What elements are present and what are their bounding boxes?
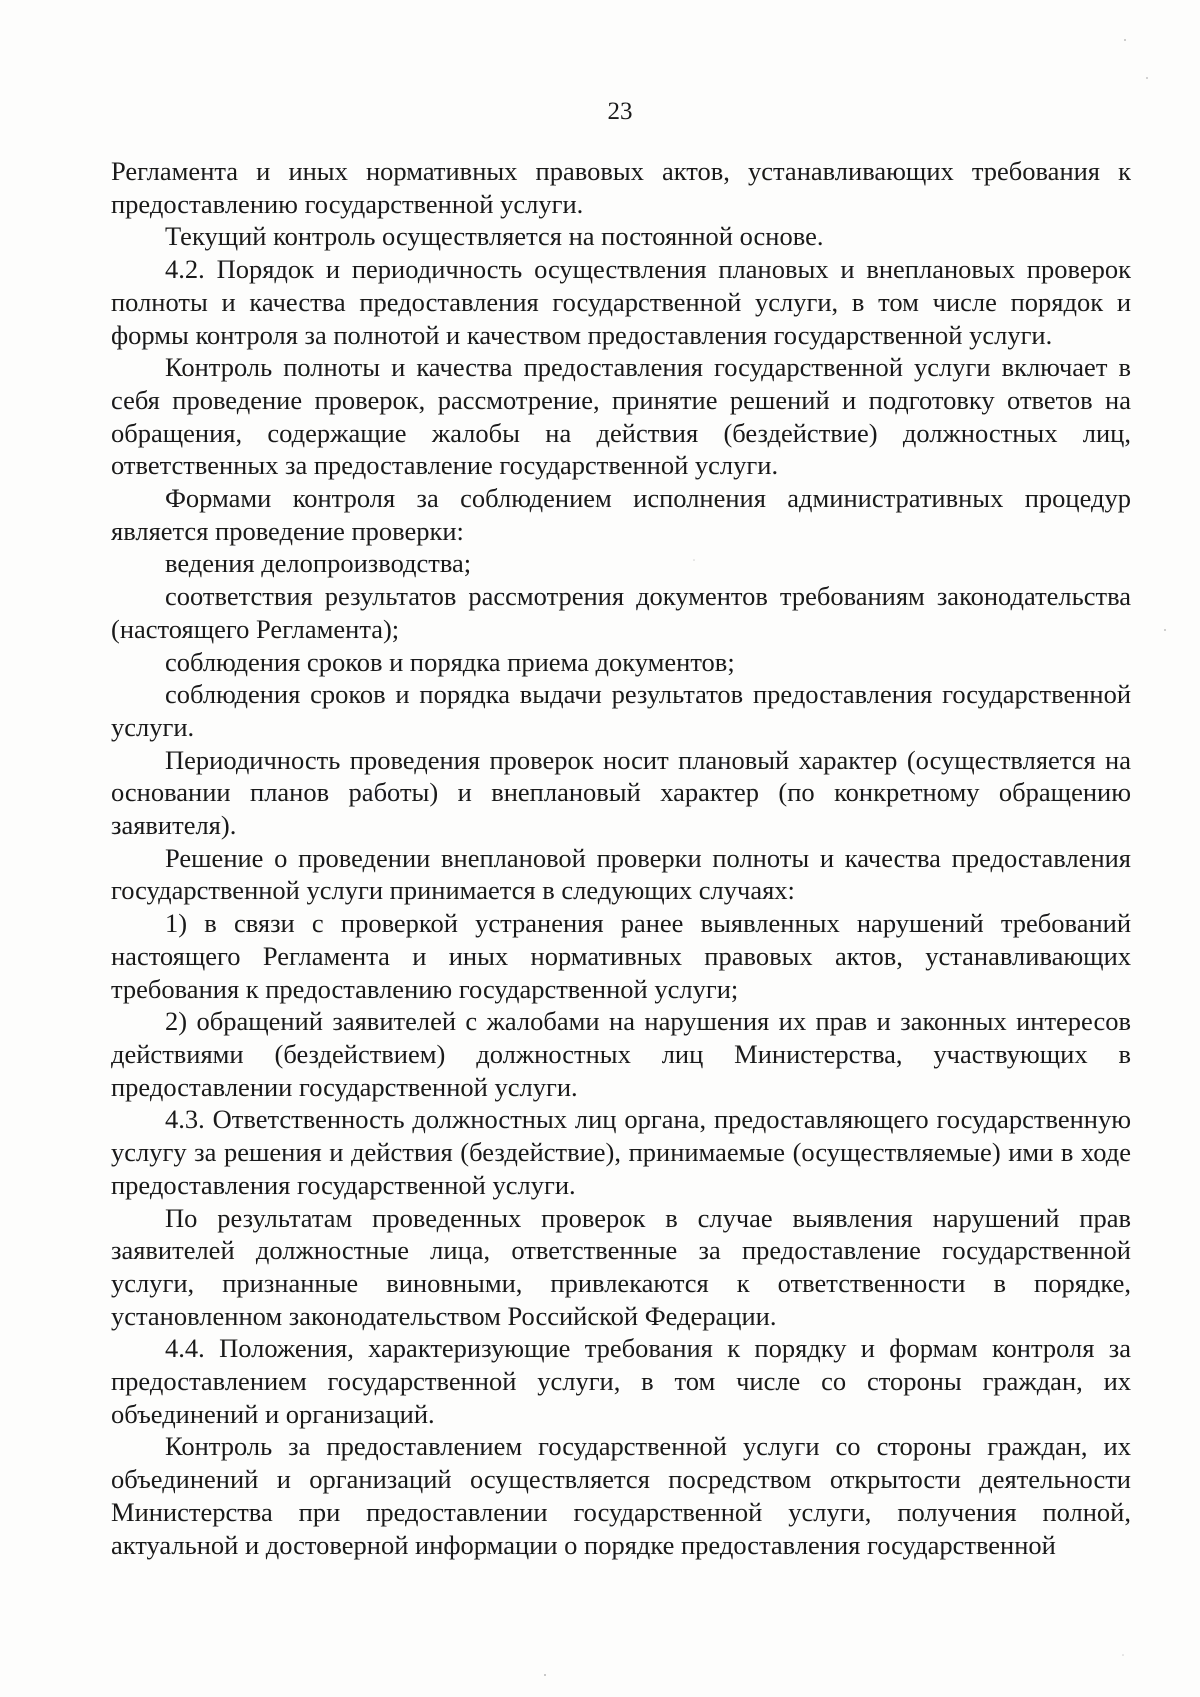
paragraph-7: соответствия результатов рассмотрения документов требованиям законодательства (настоящего Регламента); [111,581,1131,644]
paragraph-9: соблюдения сроков и порядка выдачи результатов предоставления государственной услуги. [111,679,1131,742]
paragraph-17: Контроль за предоставлением государственной услуги со стороны граждан, их объединений и организаций осуществляется посредством открытости деятельности Министерства при предоставлении государственной услуги, получения полной, актуальной и достоверной информации о порядке предоставления государственной [111,1431,1131,1560]
paragraph-11: Решение о проведении внеплановой проверки полноты и качества предоставления государственной услуги принимается в следующих случаях: [111,842,1131,906]
paragraph-16: 4.4. Положения, характеризующие требования к порядку и формам контроля за предоставлением государственной услуги, в том числе со стороны граждан, их объединений и организаций. [111,1333,1131,1429]
paragraph-2: Текущий контроль осуществляется на постоянной основе. [165,221,824,252]
paragraph-3: 4.2. Порядок и периодичность осуществления плановых и внеплановых проверок полноты и качества предоставления государственной услуги, в том числе порядок и формы контроля за полнотой и качеством предоставления государственной услуги. [111,254,1131,350]
paragraph-6: ведения делопроизводства; [165,548,472,579]
paragraph-4: Контроль полноты и качества предоставления государственной услуги включает в себя проведение проверок, рассмотрение, принятие решений и подготовку ответов на обращения, содержащие жалобы на действия (бездействие) должностных лиц, ответственных за предоставление государственной услуги. [111,352,1131,481]
scan-speck [1122,1654,1124,1656]
scan-speck [1164,629,1166,631]
scan-speck [1124,39,1126,41]
paragraph-15: По результатам проведенных проверок в случае выявления нарушений прав заявителей должностные лица, ответственные за предоставление государственной услуги, признанные виновными, привлекаются к ответственности в порядке, установленном законодательством Российской Федерации. [111,1202,1131,1331]
paragraph-5: Формами контроля за соблюдением исполнения административных процедур является проведение проверки: [111,483,1131,546]
scan-speck [1146,77,1148,79]
scan-speck [544,1674,546,1676]
paragraph-14: 4.3. Ответственность должностных лиц органа, предоставляющего государственную услугу за решения и действия (бездействие), принимаемые (осуществляемые) ими в ходе предоставления государственной услуги. [111,1104,1131,1200]
document-body [111,155,1131,1561]
paragraph-1: Регламента и иных нормативных правовых актов, устанавливающих требования к предоставлению государственной услуги. [111,156,1131,219]
paragraph-8: соблюдения сроков и порядка приема документов; [165,646,735,677]
paragraph-10: Периодичность проведения проверок носит плановый характер (осуществляется на основании планов работы) и внеплановый характер (по конкретному обращению заявителя). [111,744,1131,841]
paragraph-12: 1) в связи с проверкой устранения ранее выявленных нарушений требований настоящего Регламента и иных нормативных правовых актов, устанавливающих требования к предоставлению государственной услуги; [111,908,1131,1004]
page-number: 23 [607,98,633,125]
paragraph-13: 2) обращений заявителей с жалобами на нарушения их прав и законных интересов действиями (бездействием) должностных лиц Министерства, участвующих в предоставлении государственной услуги. [111,1006,1131,1102]
